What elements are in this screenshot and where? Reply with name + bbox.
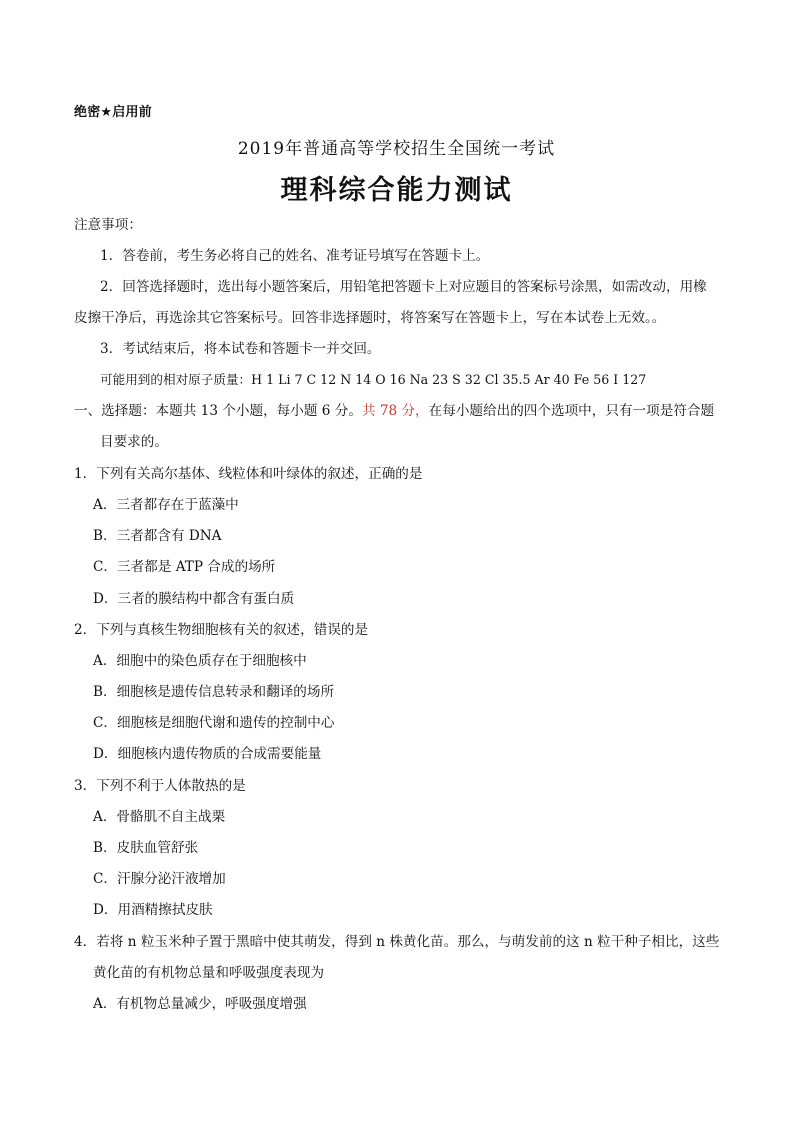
question-4-stem-line-1: 4．若将 n 粒玉米种子置于黑暗中使其萌发，得到 n 株黄化苗。那么，与萌发前的这 n 粒干种子相比，这些: [74, 934, 720, 950]
atomic-masses: 可能用到的相对原子质量：H 1 Li 7 C 12 N 14 O 16 Na 23 S 32 Cl 35.5 Ar 40 Fe 56 I 127: [100, 372, 647, 387]
section-intro-b: 在每小题给出的四个选项中，只有一项是符合题: [428, 403, 715, 419]
question-3-option-c: C．汗腺分泌汗液增加: [93, 871, 226, 887]
note-item-1: 1．答卷前，考生务必将自己的姓名、准考证号填写在答题卡上。: [100, 248, 490, 264]
section-intro-a: 一、选择题：本题共 13 个小题，每小题 6 分。: [74, 403, 362, 419]
note-item-2-line-1: 2．回答选择题时，选出每小题答案后，用铅笔把答题卡上对应题目的答案标号涂黑，如需改动，用橡: [100, 279, 707, 295]
note-item-2-line-2: 皮擦干净后，再选涂其它答案标号。回答非选择题时，将答案写在答题卡上，写在本试卷上无效。。: [74, 310, 666, 326]
question-2-stem: 2．下列与真核生物细胞核有关的叙述，错误的是: [74, 622, 369, 638]
question-2-option-a: A．细胞中的染色质存在于细胞核中: [93, 653, 307, 669]
question-2-option-b: B．细胞核是遗传信息转录和翻译的场所: [93, 684, 335, 700]
question-2-option-d: D．细胞核内遗传物质的合成需要能量: [93, 746, 322, 762]
question-1-option-d: D．三者的膜结构中都含有蛋白质: [93, 591, 295, 607]
question-3-stem: 3．下列不利于人体散热的是: [74, 778, 246, 794]
question-4-stem-line-2: 黄化苗的有机物总量和呼吸强度表现为: [93, 965, 325, 981]
question-3-option-d: D．用酒精擦拭皮肤: [93, 902, 213, 918]
note-item-3: 3．考试结束后，将本试卷和答题卡一并交回。: [100, 341, 381, 357]
question-3-option-a: A．骨骼肌不自主战栗: [93, 809, 226, 825]
notes-heading: 注意事项：: [74, 217, 142, 233]
section-intro-line-2: 目要求的。: [100, 434, 168, 450]
question-1-option-c: C．三者都是 ATP 合成的场所: [93, 559, 276, 575]
question-1-stem: 1．下列有关高尔基体、线粒体和叶绿体的叙述，正确的是: [74, 466, 423, 482]
question-1-option-a: A．三者都存在于蓝藻中: [93, 497, 239, 513]
section-intro-line-1: [74, 402, 714, 420]
question-3-option-b: B．皮肤血管舒张: [93, 840, 199, 856]
question-2-option-c: C．细胞核是细胞代谢和遗传的控制中心: [93, 715, 335, 731]
section-intro-total-score: 共 78 分，: [361, 403, 429, 419]
secret-label: 绝密★启用前: [74, 105, 152, 120]
exam-name: 2019年普通高等学校招生全国统一考试: [237, 139, 556, 159]
question-1-option-b: B．三者都含有 DNA: [93, 528, 222, 544]
page-title: 理科综合能力测试: [280, 175, 513, 206]
question-4-option-a: A．有机物总量减少，呼吸强度增强: [93, 996, 307, 1012]
